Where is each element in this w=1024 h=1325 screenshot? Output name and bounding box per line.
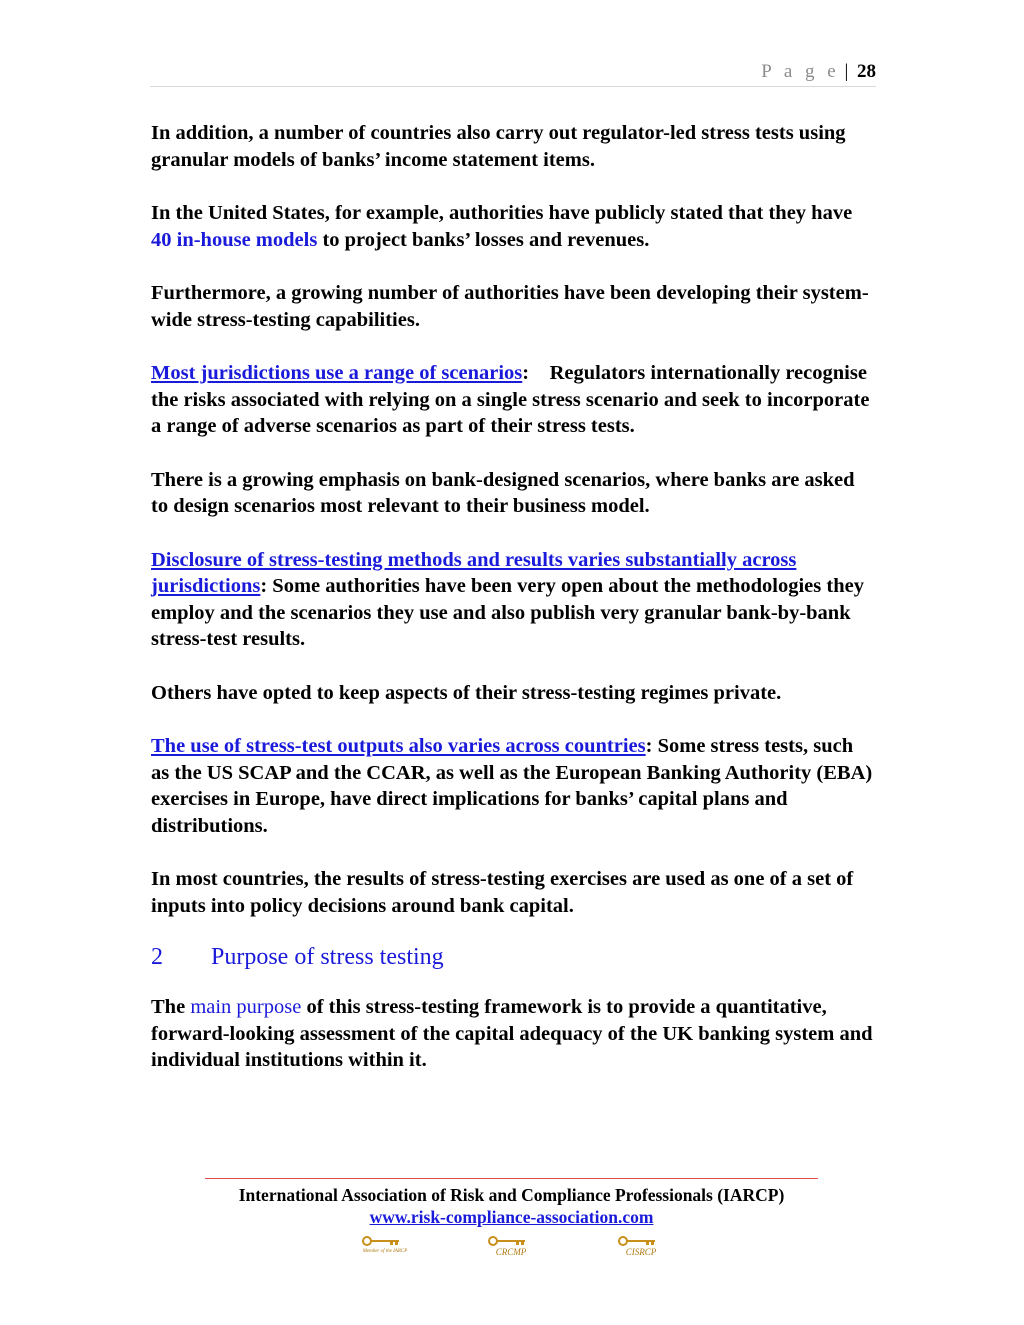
paragraph-text: The — [151, 996, 191, 1018]
paragraph — [151, 280, 876, 333]
key-logo-member — [360, 1234, 410, 1260]
paragraph — [151, 733, 876, 839]
paragraph-text: : Regulators internationally recognise the risks associated with relying on a single stress scenario and seek to incorporate a range of adverse scenarios as part of their stress tests. — [151, 362, 875, 437]
paragraph-text: : Some stress tests, such as the US SCAP and the CCAR, as well as the European Banking Authority (EBA) exercises in Europe, have direct implications for banks’ capital plans and distributions. — [151, 735, 873, 837]
section-title: Purpose of stress testing — [211, 944, 444, 970]
paragraph-text: of this stress-testing framework is to provide a quantitative, forward-looking assessment of the capital adequacy of the UK banking system and individual institutions within it. — [151, 996, 873, 1071]
paragraph — [151, 120, 876, 173]
document-body — [151, 120, 876, 1101]
paragraph — [151, 866, 876, 919]
key-icon — [488, 1236, 530, 1246]
paragraph-text: : Some authorities have been very open about the methodologies they employ and the scenarios they use and also publish very granular bank-by-bank stress-test results. — [151, 575, 864, 650]
paragraph — [151, 360, 876, 440]
hyperlink-disclosure[interactable]: Disclosure of stress-testing methods and results varies substantially across jurisdictions — [151, 548, 797, 597]
highlight-text: 40 in-house models — [151, 228, 318, 251]
key-icon — [618, 1236, 660, 1246]
paragraph — [151, 547, 876, 653]
page-separator: | — [844, 61, 849, 82]
hyperlink-scenarios[interactable]: Most jurisdictions use a range of scenarios — [151, 362, 523, 384]
footer-website-link[interactable]: www.risk-compliance-association.com — [369, 1207, 654, 1227]
key-logo-cisrcp — [616, 1234, 666, 1260]
hyperlink-stress-test-outputs[interactable]: The use of stress-test outputs also varies across countries — [151, 735, 646, 757]
key-logo-crcmp — [486, 1234, 536, 1260]
paragraph — [151, 680, 876, 707]
certification-logos — [360, 1234, 670, 1264]
paragraph — [151, 994, 876, 1074]
logo-caption: CRCMP — [495, 1247, 527, 1257]
paragraph — [151, 467, 876, 520]
section-heading — [151, 942, 876, 972]
paragraph-text: In the United States, for example, authorities have publicly stated that they have — [151, 202, 853, 224]
highlight-text: main purpose — [190, 996, 302, 1018]
key-icon — [362, 1236, 404, 1246]
page-footer — [205, 1178, 818, 1228]
footer-organization: International Association of Risk and Compliance Professionals (IARCP) — [238, 1185, 785, 1205]
paragraph-text: In addition, a number of countries also carry out regulator-led stress tests using granular models of banks’ income statement items. — [151, 122, 846, 171]
page-label: P a g e — [761, 61, 840, 82]
section-number: 2 — [151, 944, 163, 970]
logo-caption: CISRCP — [625, 1247, 657, 1257]
paragraph-text: In most countries, the results of stress-testing exercises are used as one of a set of inputs into policy decisions around bank capital. — [151, 868, 854, 917]
paragraph-text: There is a growing emphasis on bank-designed scenarios, where banks are asked to design scenarios most relevant to their business model. — [151, 468, 855, 517]
logo-caption: Member of the IARCP — [362, 1249, 408, 1254]
paragraph-text: to project banks’ losses and revenues. — [317, 228, 650, 251]
paragraph — [151, 200, 876, 253]
page-number: 28 — [857, 61, 876, 82]
paragraph-text: Others have opted to keep aspects of their stress-testing regimes private. — [151, 681, 782, 704]
page-header — [150, 60, 876, 87]
paragraph-text: Furthermore, a growing number of authorities have been developing their system-wide stress-testing capabilities. — [151, 282, 869, 331]
